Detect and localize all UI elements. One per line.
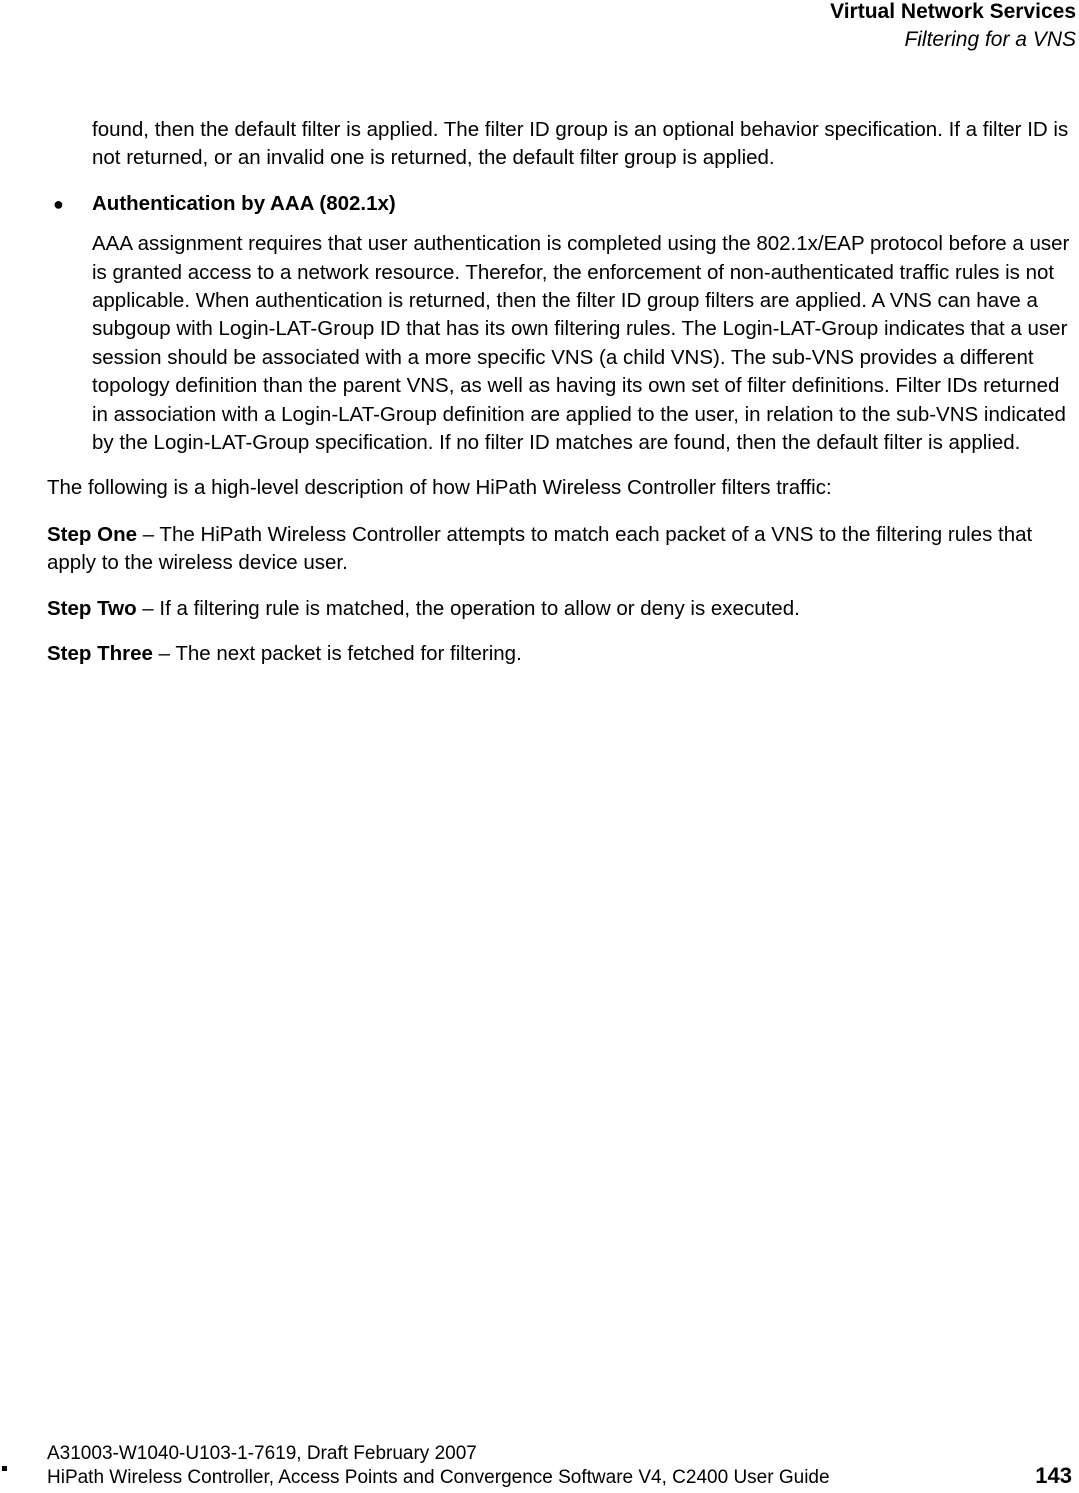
- step-one-text: – The HiPath Wireless Controller attempts to match each packet of a VNS to the filtering rules that apply to the wireless device user.: [47, 522, 1033, 575]
- intro-paragraph: The following is a high-level description of how HiPath Wireless Controller filters traffic:: [47, 476, 832, 500]
- chapter-title: Virtual Network Services: [830, 0, 1076, 23]
- page-body: [47, 116, 1073, 686]
- bullet-heading: Authentication by AAA (802.1x): [92, 191, 396, 215]
- step-three: [47, 640, 1073, 668]
- footer-guide-title: HiPath Wireless Controller, Access Points and Convergence Software V4, C2400 User Guide: [47, 1467, 830, 1488]
- footer-doc-id: A31003-W1040-U103-1-7619, Draft February 2007: [47, 1443, 477, 1464]
- step-two-label: Step Two: [47, 596, 137, 620]
- section-title: Filtering for a VNS: [904, 28, 1076, 51]
- bullet-item: [53, 190, 1073, 218]
- aaa-paragraph: AAA assignment requires that user authentication is completed using the 802.1x/EAP protocol before a user is granted access to a network resource. Therefor, the enforcement of non-authenticated traffic rules is not applicable. When authentication is returned, then the filter ID group filters are applied. A VNS can have a subgoup with Login-LAT-Group ID that has its own filtering rules. The Login-LAT-Group indicates that a user session should be associated with a more specific VNS (a child VNS). The sub-VNS provides a different topology definition than the parent VNS, as well as having its own set of filter definitions. Filter IDs returned in association with a Login-LAT-Group definition are applied to the user, in relation to the sub-VNS indicated by the Login-LAT-Group specification. If no filter ID matches are found, then the default filter is applied.: [92, 232, 1070, 455]
- page-footer: [0, 1442, 1079, 1492]
- step-three-text: – The next packet is fetched for filtering.: [152, 642, 522, 666]
- margin-mark: [2, 1466, 7, 1471]
- bullet-icon: ●: [53, 193, 64, 214]
- running-header: [830, 0, 1076, 54]
- step-one: [47, 521, 1073, 578]
- step-two: [47, 595, 1073, 623]
- page-number: 143: [1035, 1463, 1072, 1488]
- step-one-label: Step One: [47, 522, 137, 546]
- step-two-text: – If a filtering rule is matched, the operation to allow or deny is executed.: [136, 596, 800, 620]
- step-three-label: Step Three: [47, 642, 153, 666]
- continued-paragraph: found, then the default filter is applied. The filter ID group is an optional behavior specification. If a filter ID is not returned, or an invalid one is returned, the default filter group is applied.: [92, 118, 1069, 170]
